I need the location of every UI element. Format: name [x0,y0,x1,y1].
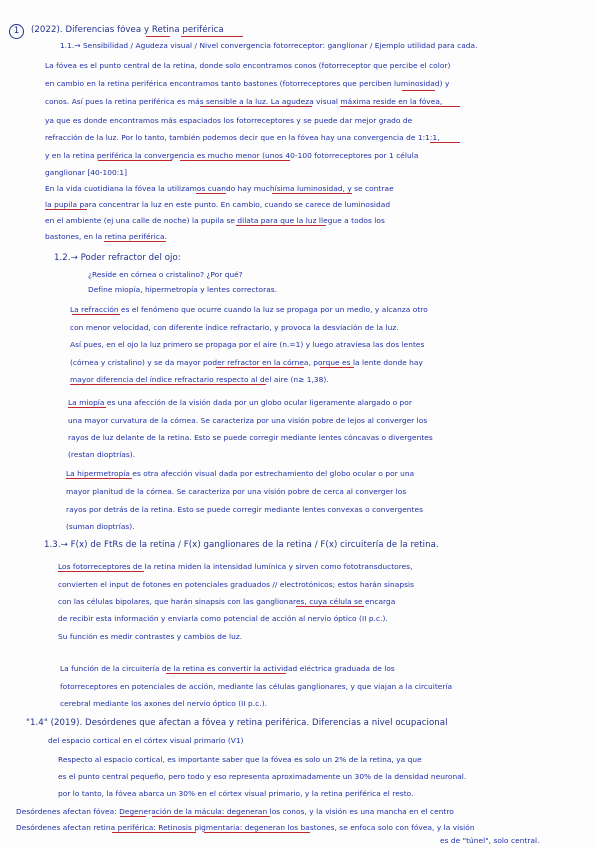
underline-mark [181,36,243,37]
note-line: La función de la circuitería de la retina es convertir la actividad eléctrica graduada de los [60,664,395,673]
note-line: (córnea y cristalino) y se da mayor poder refractor en la córnea, porque es la lente donde hay [70,358,423,367]
note-line: por lo tanto, la fóvea abarca un 30% en el córtex visual primario, y la retina periférica el resto. [58,789,414,798]
note-line: Desórdenes afectan fóvea: Degeneración de la mácula: degeneran los conos, y la visión es una mancha en el centro [16,807,454,816]
note-line: fotorreceptores en potenciales de acción, mediante las células ganglionares, y que viajan a la circuitería [60,682,453,691]
underline-mark [402,90,435,91]
note-line: del espacio cortical en el córtex visual primario (V1) [48,736,244,745]
note-line: 1.1.→ Sensibilidad / Agudeza visual / Nivel convergencia fotorreceptor: ganglionar / Ejemplo utilidad para cada. [60,41,478,50]
note-line: mayor planitud de la córnea. Se caracteriza por una visión pobre de cerca al converger los [66,487,407,496]
underline-mark [204,832,310,833]
note-line: La refracción es el fenómeno que ocurre cuando la luz se propaga por un medio, y alcanza otro [70,305,428,314]
note-line: Los fotorreceptores de la retina miden la intensidad lumínica y sirven como fototransductores, [58,562,413,571]
underline-mark [320,367,354,368]
note-line: Define miopía, hipermetropía y lentes correctoras. [88,285,278,294]
underline-mark [340,106,460,107]
section-heading: 1.2.→ Poder refractor del ojo: [54,253,181,263]
note-line: rayos de luz delante de la retina. Esto se puede corregir mediante lentes cóncavas o divergentes [68,433,433,442]
underline-mark [152,816,270,817]
note-line: Desórdenes afectan retina periférica: Retinosis pigmentaria: degeneran los bastones, se enfoca solo con fóvea, y la visión [16,823,475,832]
underline-mark [296,606,364,607]
note-line: con menor velocidad, con diferente índice refractario, y provoca la desviación de la luz. [70,323,399,332]
underline-mark [200,106,312,107]
underline-mark [72,314,120,315]
note-line: con las células bipolares, que harán sinapsis con las ganglionares, cuya célula se encarga [58,597,396,606]
note-line: ¿Reside en córnea o cristalino? ¿Por qué? [88,270,243,279]
note-line: en cambio en la retina periférica encontramos tanto bastones (fotorreceptores que perciben luminosidad) y [45,79,450,88]
note-line: En la vida cuotidiana la fóvea la utilizamos cuando hay muchísima luminosidad, y se contrae [45,184,394,193]
underline-mark [180,160,290,161]
note-line: y en la retina periférica la convergencia es mucho menor (unos 40-100 fotorreceptores por 1 célula [45,151,419,160]
underline-mark [196,193,226,194]
note-line: ganglionar [40-100:1] [45,168,128,177]
note-line: es el punto central pequeño, pero todo y eso representa aproximadamente un 30% de la densidad neuronal. [58,772,467,781]
underline-mark [45,209,87,210]
underline-mark [112,832,196,833]
underline-mark [146,36,170,37]
note-line: (suman dioptrías). [66,522,135,531]
underline-mark [216,367,304,368]
underline-mark [272,193,352,194]
underline-mark [236,225,326,226]
underline-mark [70,384,266,385]
note-line: ya que es donde encontramos más espaciados los fotorreceptores y se puede dar mejor grado de [45,116,413,125]
underline-mark [120,816,146,817]
note-line: (restan dioptrías). [68,450,136,459]
underline-mark [104,241,166,242]
page-title: (2022). Diferencias fóvea y Retina periférica [31,25,224,35]
note-line: La fóvea es el punto central de la retina, donde solo encontramos conos (fotorreceptor que percibe el color) [45,61,451,70]
page-number-circle: 1 [9,24,24,39]
underline-mark [98,160,172,161]
note-line: convierten el input de fotones en potenciales graduados // electrotónicos; estos harán sinapsis [58,580,414,589]
note-line: en el ambiente (ej una calle de noche) la pupila se dilata para que la luz llegue a todos los [45,216,385,225]
note-line: La hipermetropía es otra afección visual dada por estrechamiento del globo ocular o por una [66,469,415,478]
underline-mark [68,407,106,408]
underline-mark [66,478,132,479]
note-line: la pupila para concentrar la luz en este punto. En cambio, cuando se carece de luminosidad [45,200,391,209]
note-line: conos. Así pues la retina periférica es más sensible a la luz. La agudeza visual máxima reside en la fóvea, [45,97,443,106]
note-line: mayor diferencia del índice refractario respecto al del aire (n≥ 1,38). [70,375,329,384]
note-line: La miopía es una afección de la visión dada por un globo ocular ligeramente alargado o por [68,398,412,407]
note-line: Respecto al espacio cortical, es importante saber que la fóvea es solo un 2% de la retina, ya que [58,755,422,764]
section-heading: 1.3.→ F(x) de FtRs de la retina / F(x) ganglionares de la retina / F(x) circuitería de la retina. [44,540,439,550]
note-line: una mayor curvatura de la córnea. Se caracteriza por una visión pobre de lejos al converger los [68,416,428,425]
section-heading: "1.4" (2019). Desórdenes que afectan a fóvea y retina periférica. Diferencias a nivel ocupacional [26,718,448,728]
note-line: de recibir esta información y enviarla como potencial de acción al nervio óptico (II p.c.). [58,614,388,623]
note-line: es de "túnel", solo central. [440,836,540,845]
note-line: Su función es medir contrastes y cambios de luz. [58,632,243,641]
note-line: refracción de la luz. Por lo tanto, también podemos decir que en la fóvea hay una convergencia de 1:1:1, [45,133,440,142]
note-line: Así pues, en el ojo la luz primero se propaga por el aire (n.=1) y luego atraviesa las dos lentes [70,340,425,349]
note-line: rayos por detrás de la retina. Esto se puede corregir mediante lentes convexas o convergentes [66,505,423,514]
underline-mark [166,673,286,674]
note-line: cerebral mediante los axones del nervio óptico (II p.c.). [60,699,268,708]
note-line: bastones, en la retina periférica. [45,232,167,241]
underline-mark [58,571,144,572]
underline-mark [430,142,460,143]
